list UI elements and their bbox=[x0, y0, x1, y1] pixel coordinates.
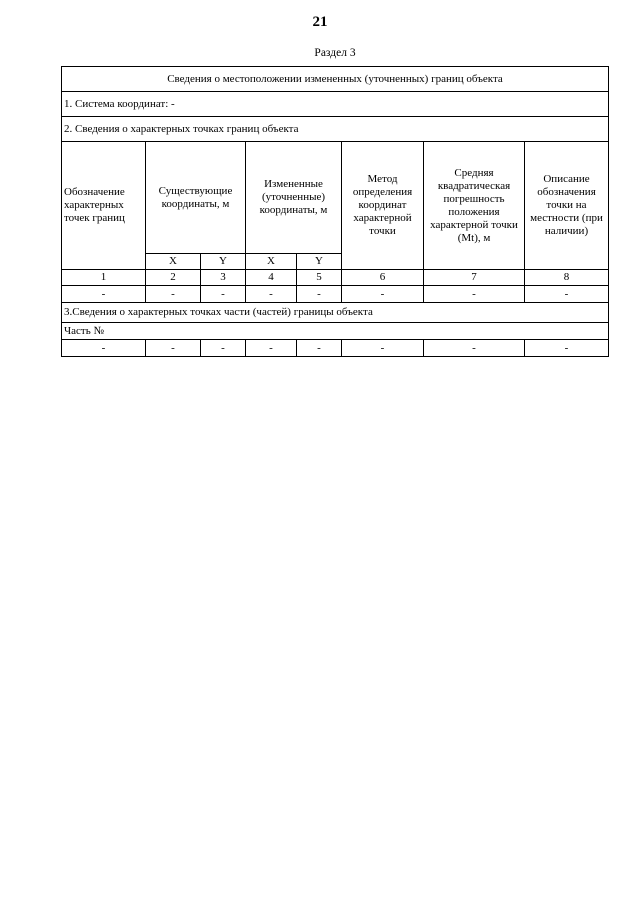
column-number-row bbox=[62, 270, 609, 286]
table-row bbox=[62, 340, 609, 357]
column-number: 5 bbox=[297, 270, 342, 286]
col-header-changed-coords: Измененные (уточненные) координаты, м bbox=[246, 142, 342, 254]
part-number-row: Часть № bbox=[62, 323, 609, 340]
table-cell: - bbox=[342, 286, 424, 303]
column-number: 8 bbox=[525, 270, 609, 286]
column-number: 3 bbox=[201, 270, 246, 286]
column-number: 7 bbox=[424, 270, 525, 286]
table-cell: - bbox=[201, 286, 246, 303]
col-header-existing-x: X bbox=[146, 254, 201, 270]
points-heading-row: 2. Сведения о характерных точках границ объекта bbox=[62, 117, 609, 142]
table-cell: - bbox=[62, 340, 146, 357]
table-cell: - bbox=[246, 340, 297, 357]
table-cell: - bbox=[62, 286, 146, 303]
table-cell: - bbox=[246, 286, 297, 303]
parts-heading-row: 3.Сведения о характерных точках части (частей) границы объекта bbox=[62, 303, 609, 323]
table-row bbox=[62, 286, 609, 303]
col-header-method: Метод определения координат характерной точки bbox=[342, 142, 424, 270]
table-cell: - bbox=[146, 286, 201, 303]
col-header-designation: Обозначение характерных точек границ bbox=[62, 142, 146, 270]
table-cell: - bbox=[525, 286, 609, 303]
table-cell: - bbox=[525, 340, 609, 357]
section-label: Раздел 3 bbox=[314, 47, 356, 59]
table-title: Сведения о местоположении измененных (уточненных) границ объекта bbox=[62, 67, 609, 92]
table-cell: - bbox=[342, 340, 424, 357]
col-header-changed-y: Y bbox=[297, 254, 342, 270]
col-header-existing-coords: Существующие координаты, м bbox=[146, 142, 246, 254]
column-number: 1 bbox=[62, 270, 146, 286]
page-number: 21 bbox=[312, 14, 328, 30]
table-cell: - bbox=[201, 340, 246, 357]
boundary-points-table bbox=[61, 66, 609, 357]
table-cell: - bbox=[424, 340, 525, 357]
col-header-changed-x: X bbox=[246, 254, 297, 270]
col-header-description: Описание обозначения точки на местности (при наличии) bbox=[525, 142, 609, 270]
coordinate-system-row: 1. Система координат: - bbox=[62, 92, 609, 117]
table-cell: - bbox=[146, 340, 201, 357]
column-number: 4 bbox=[246, 270, 297, 286]
col-header-accuracy: Средняя квадратическая погрешность положения характерной точки (Mt), м bbox=[424, 142, 525, 270]
table-cell: - bbox=[424, 286, 525, 303]
table-cell: - bbox=[297, 340, 342, 357]
table-cell: - bbox=[297, 286, 342, 303]
col-header-existing-y: Y bbox=[201, 254, 246, 270]
column-number: 6 bbox=[342, 270, 424, 286]
column-number: 2 bbox=[146, 270, 201, 286]
